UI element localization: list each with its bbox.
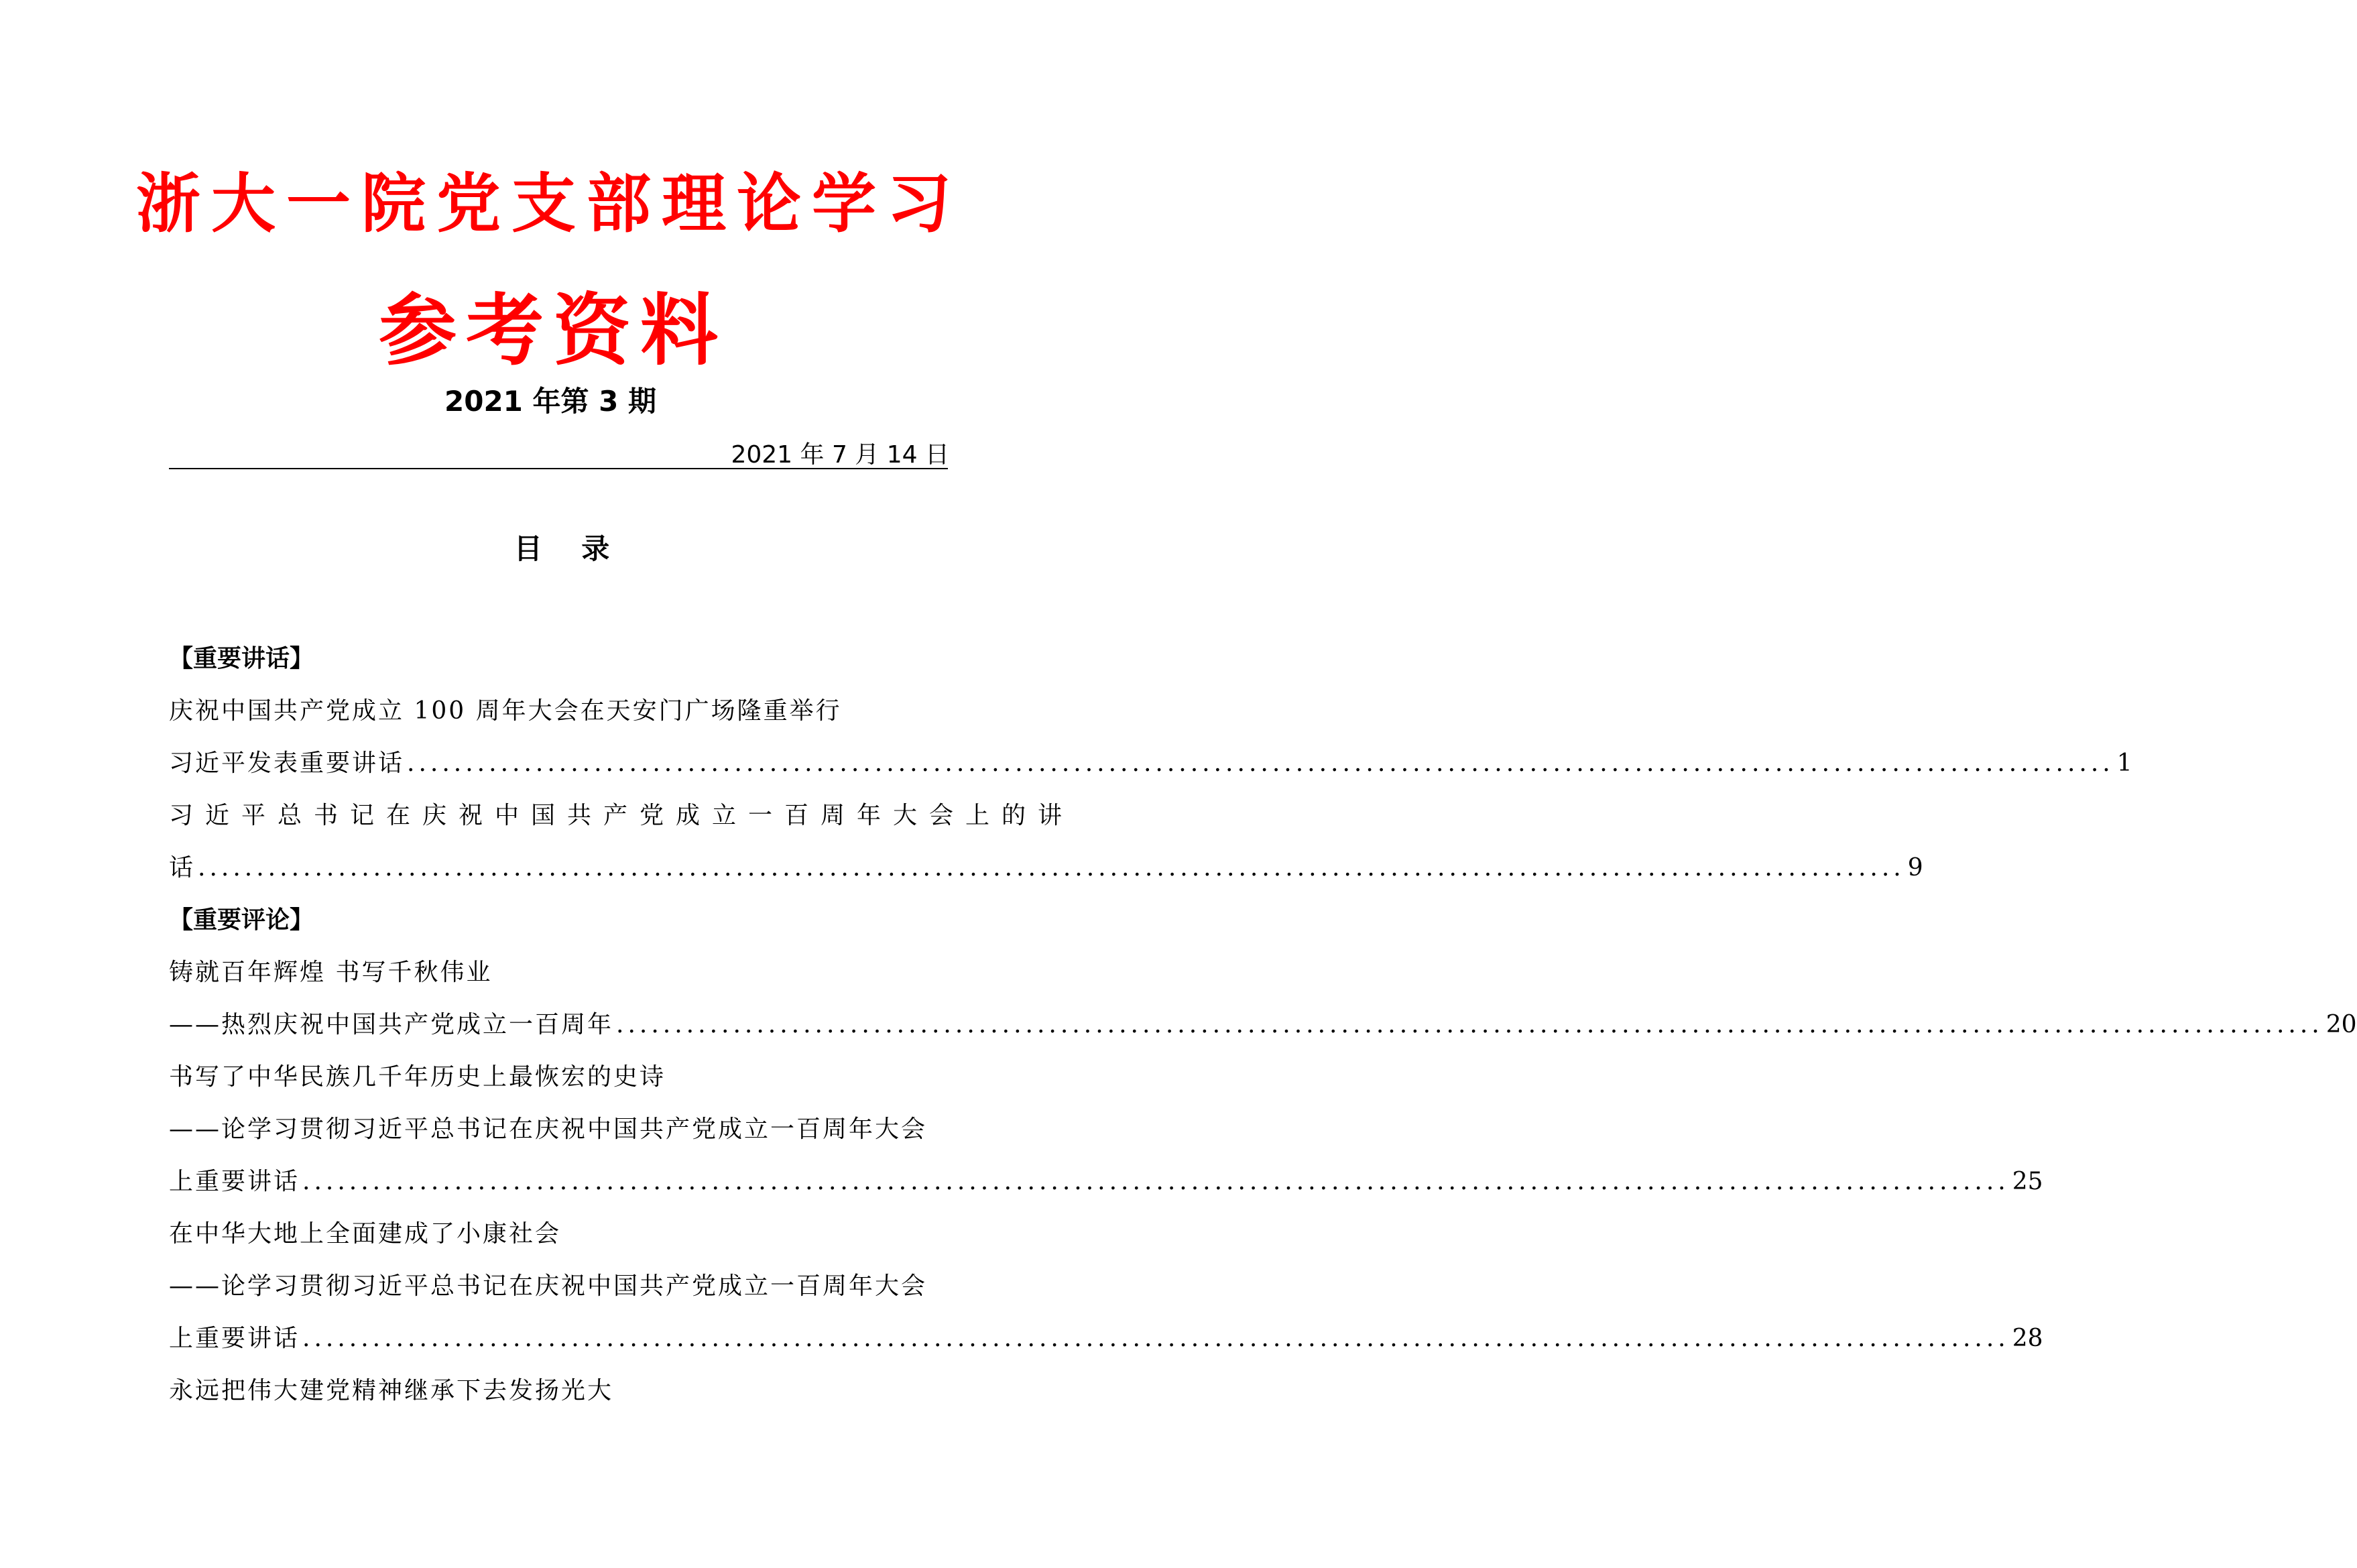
toc-entry-subtitle-cont: 上重要讲话 xyxy=(169,1168,300,1195)
toc-entry-subtitle-cont: 上重要讲话 xyxy=(169,1325,300,1352)
toc-leader-dots xyxy=(302,1313,2010,1365)
toc-section-label: 【重要讲话】 xyxy=(169,645,314,672)
toc-entry-line[interactable] xyxy=(169,842,1923,894)
toc-page-number: 9 xyxy=(1907,854,1923,882)
issue-number: 2021 年第 3 期 xyxy=(444,385,656,418)
toc-entry-title[interactable]: 书写了中华民族几千年历史上最恢宏的史诗 xyxy=(169,1063,666,1091)
table-of-contents xyxy=(169,633,2357,1417)
toc-leader-dots xyxy=(616,999,2323,1051)
toc-entry-subtitle: ——热烈庆祝中国共产党成立一百周年 xyxy=(169,1011,614,1038)
toc-entry-subtitle: ——论学习贯彻习近平总书记在庆祝中国共产党成立一百周年大会 xyxy=(169,1272,928,1300)
document-title-line1: 浙大一院党支部理论学习 xyxy=(136,166,962,241)
toc-leader-dots xyxy=(198,842,1905,894)
toc-entry-line[interactable] xyxy=(169,999,2357,1051)
toc-entry-title[interactable]: 习近平总书记在庆祝中国共产党成立一百周年大会上的讲 xyxy=(169,802,1075,829)
toc-section-label: 【重要评论】 xyxy=(169,906,314,934)
toc-page-number: 1 xyxy=(2116,749,2132,777)
toc-leader-dots xyxy=(407,737,2114,790)
toc-leader-dots xyxy=(302,1156,2010,1208)
toc-entry-title[interactable]: 在中华大地上全面建成了小康社会 xyxy=(169,1220,562,1248)
toc-entry-subtitle: ——论学习贯彻习近平总书记在庆祝中国共产党成立一百周年大会 xyxy=(169,1115,928,1143)
toc-entry-title[interactable]: 庆祝中国共产党成立 100 周年大会在天安门广场隆重举行 xyxy=(169,697,842,725)
toc-page-number: 28 xyxy=(2012,1325,2043,1352)
toc-entry-line[interactable] xyxy=(169,1156,2043,1208)
issue-date: 2021 年 7 月 14 日 xyxy=(731,441,949,469)
toc-entry-line[interactable] xyxy=(169,1313,2043,1365)
document-title-line2: 参考资料 xyxy=(379,285,727,376)
toc-page-number: 20 xyxy=(2325,1011,2357,1038)
toc-page-number: 25 xyxy=(2012,1168,2043,1195)
toc-entry-title[interactable]: 铸就百年辉煌 书写千秋伟业 xyxy=(169,959,493,986)
toc-entry-subtitle: 习近平发表重要讲话 xyxy=(169,749,405,777)
toc-heading: 目 录 xyxy=(513,532,625,565)
toc-entry-title[interactable]: 永远把伟大建党精神继承下去发扬光大 xyxy=(169,1377,614,1404)
toc-entry-line[interactable] xyxy=(169,737,2132,790)
toc-entry-subtitle: 话 xyxy=(169,854,196,882)
header-divider xyxy=(169,468,948,469)
